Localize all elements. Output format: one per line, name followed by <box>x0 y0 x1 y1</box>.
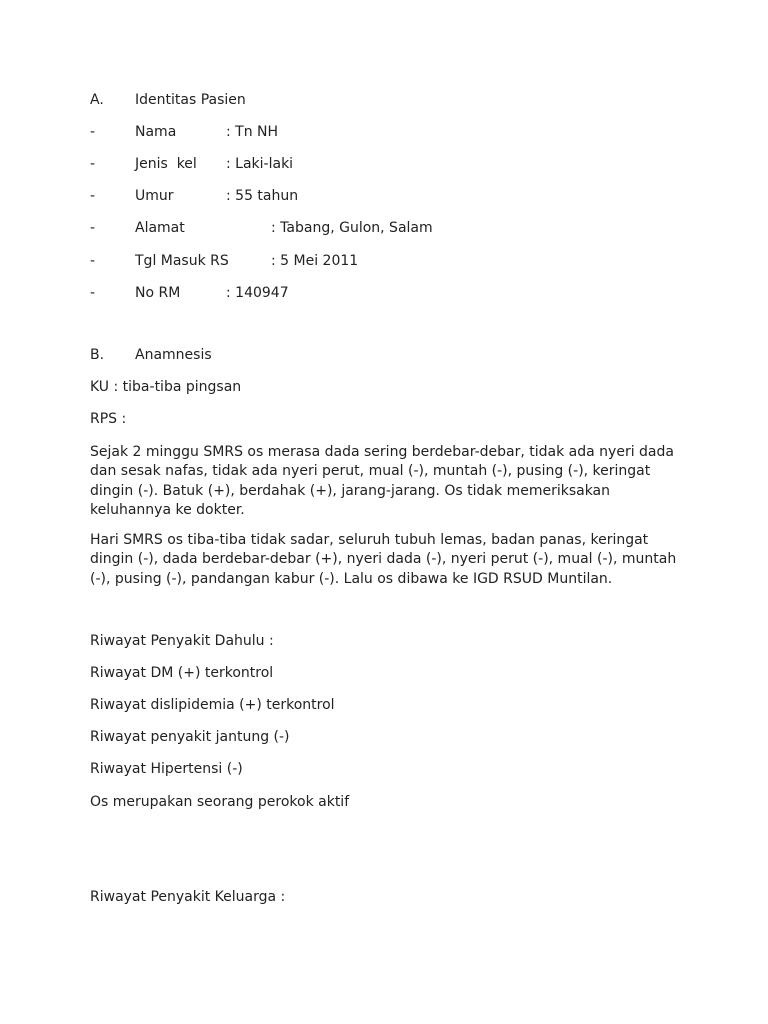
rpd-item: Os merupakan seorang perokok aktif <box>90 794 350 810</box>
field-bullet: - <box>90 253 96 269</box>
rps-paragraph-1: Sejak 2 minggu SMRS os merasa dada sering berdebar-debar, tidak ada nyeri dada dan sesak nafas, tidak ada nyeri perut, mual (-), muntah (-), pusing (-), keringat dingin (-). Batuk (+), berdahak (+), jarang-jarang. Os tidak memeriksakan keluhannya ke dokter. <box>90 444 674 518</box>
rps-paragraph-2: Hari SMRS os tiba-tiba tidak sadar, seluruh tubuh lemas, badan panas, keringat dingin (-), dada berdebar-debar (+), nyeri dada (-), nyeri perut (-), mual (-), muntah (-), pusing (-), pandangan kabur (-). Lalu os dibawa ke IGD RSUD Muntilan. <box>90 532 677 587</box>
field-bullet: - <box>90 188 96 204</box>
rpd-item: Riwayat Hipertensi (-) <box>90 761 243 777</box>
rpd-item: Riwayat dislipidemia (+) terkontrol <box>90 697 335 713</box>
rpk-title: Riwayat Penyakit Keluarga : <box>90 889 286 905</box>
section-a-title: Identitas Pasien <box>135 92 246 108</box>
field-bullet: - <box>90 285 96 301</box>
section-a-marker: A. <box>90 92 104 108</box>
field-label-alamat: Alamat <box>135 220 185 236</box>
field-label-no-rm: No RM <box>135 285 181 301</box>
rps-label: RPS : <box>90 411 127 427</box>
rpd-item: Riwayat DM (+) terkontrol <box>90 665 274 681</box>
rpd-title: Riwayat Penyakit Dahulu : <box>90 633 274 649</box>
field-value-nama: : Tn NH <box>226 124 279 140</box>
keluhan-utama: KU : tiba-tiba pingsan <box>90 379 242 395</box>
field-label-tgl-masuk: Tgl Masuk RS <box>135 253 229 269</box>
rpd-item: Riwayat penyakit jantung (-) <box>90 729 290 745</box>
field-bullet: - <box>90 124 96 140</box>
field-label-jenis-kel: Jenis kel <box>135 156 197 172</box>
field-value-tgl-masuk: : 5 Mei 2011 <box>271 253 359 269</box>
field-label-umur: Umur <box>135 188 174 204</box>
section-b-title: Anamnesis <box>135 347 212 363</box>
field-value-no-rm: : 140947 <box>226 285 289 301</box>
field-value-alamat: : Tabang, Gulon, Salam <box>271 220 433 236</box>
field-value-jenis-kel: : Laki-laki <box>226 156 294 172</box>
field-bullet: - <box>90 220 96 236</box>
field-value-umur: : 55 tahun <box>226 188 299 204</box>
field-label-nama: Nama <box>135 124 177 140</box>
field-bullet: - <box>90 156 96 172</box>
section-b-marker: B. <box>90 347 105 363</box>
